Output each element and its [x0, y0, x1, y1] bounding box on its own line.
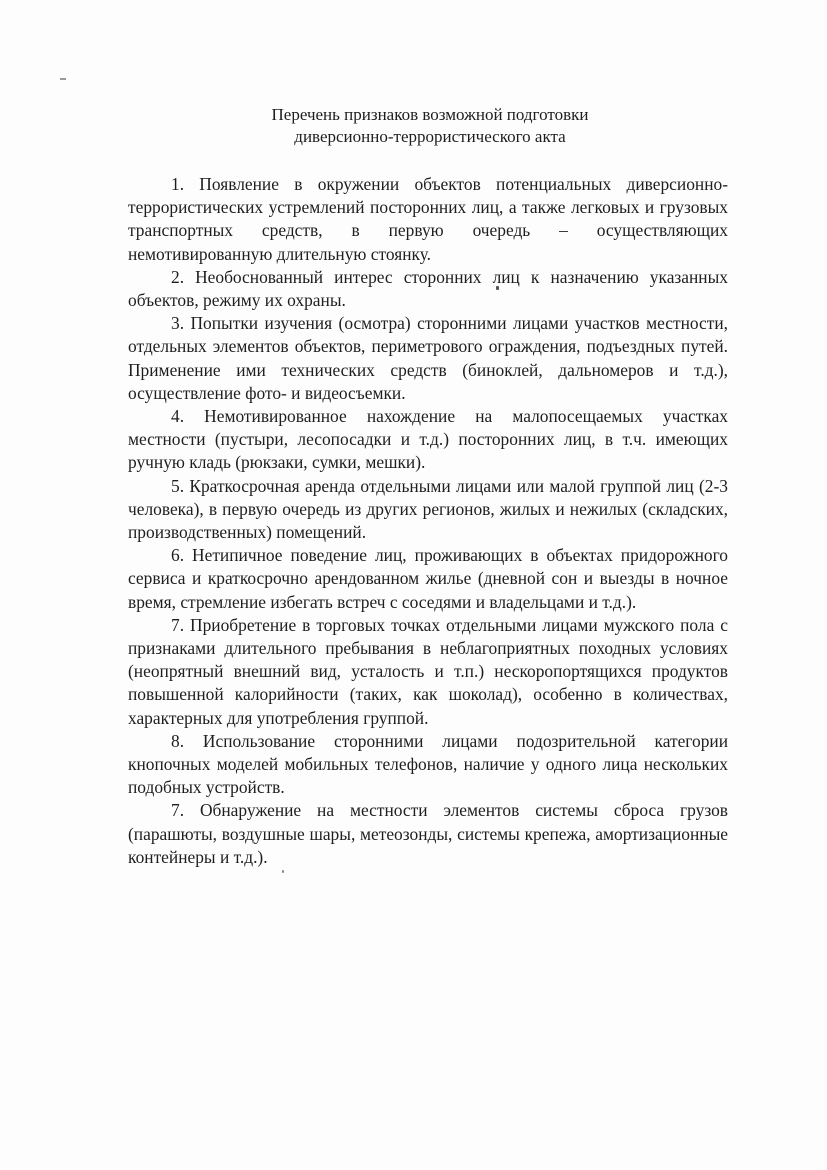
- document-body: [128, 173, 728, 869]
- list-item: 8. Использование сторонними лицами подозрительной категории кнопочных моделей мобильных телефонов, наличие у одного лица нескольких подобных устройств.: [128, 730, 728, 798]
- scan-artifact-dot: [282, 870, 284, 873]
- list-item: 1. Появление в окружении объектов потенциальных диверсионно-террористических устремлений посторонних лиц, а также легковых и грузовых транспортных средств, в первую очередь – осуществляющих немотивированную длительную стоянку.: [128, 174, 728, 264]
- list-item: 7. Приобретение в торговых точках отдельными лицами мужского пола с признаками длительного пребывания в неблагоприятных походных условиях (неопрятный внешний вид, усталость и т.п.) нескоропортящихся продуктов повышенной калорийности (таких, как шоколад), особенно в количествах, характерных для употребления группой.: [128, 614, 728, 728]
- list-item: 7. Обнаружение на местности элементов системы сброса грузов (парашюты, воздушные шары, метеозонды, системы крепежа, амортизационные контейнеры и т.д.).: [128, 800, 728, 867]
- list-item: 6. Нетипичное поведение лиц, проживающих в объектах придорожного сервиса и краткосрочно арендованном жилье (дневной сон и выезды в ночное время, стремление избегать встреч с соседями и владельцами и т.д.).: [128, 545, 728, 612]
- title-line-2: диверсионно-террористического акта: [294, 127, 566, 146]
- document-title: [130, 104, 730, 148]
- list-item: 4. Немотивированное нахождение на малопосещаемых участках местности (пустыри, лесопосадки и т.д.) посторонних лиц, в т.ч. имеющих ручную кладь (рюкзаки, сумки, мешки).: [128, 406, 728, 473]
- list-item: 5. Краткосрочная аренда отдельными лицами или малой группой лиц (2-3 человека), в первую очередь из других регионов, жилых и нежилых (складских, производственных) помещений.: [128, 475, 728, 543]
- list-item: 3. Попытки изучения (осмотра) сторонними лицами участков местности, отдельных элементов объектов, периметрового ограждения, подъездных путей. Применение ими технических средств (биноклей, дальномеров и т.д.), осуществление фото- и видеосъемки.: [128, 313, 728, 403]
- scan-artifact-mark: [60, 78, 66, 80]
- list-item: 2. Необоснованный интерес сторонних лиц к назначению указанных объектов, режиму их охраны.: [128, 266, 728, 311]
- title-line-1: Перечень признаков возможной подготовки: [271, 105, 589, 124]
